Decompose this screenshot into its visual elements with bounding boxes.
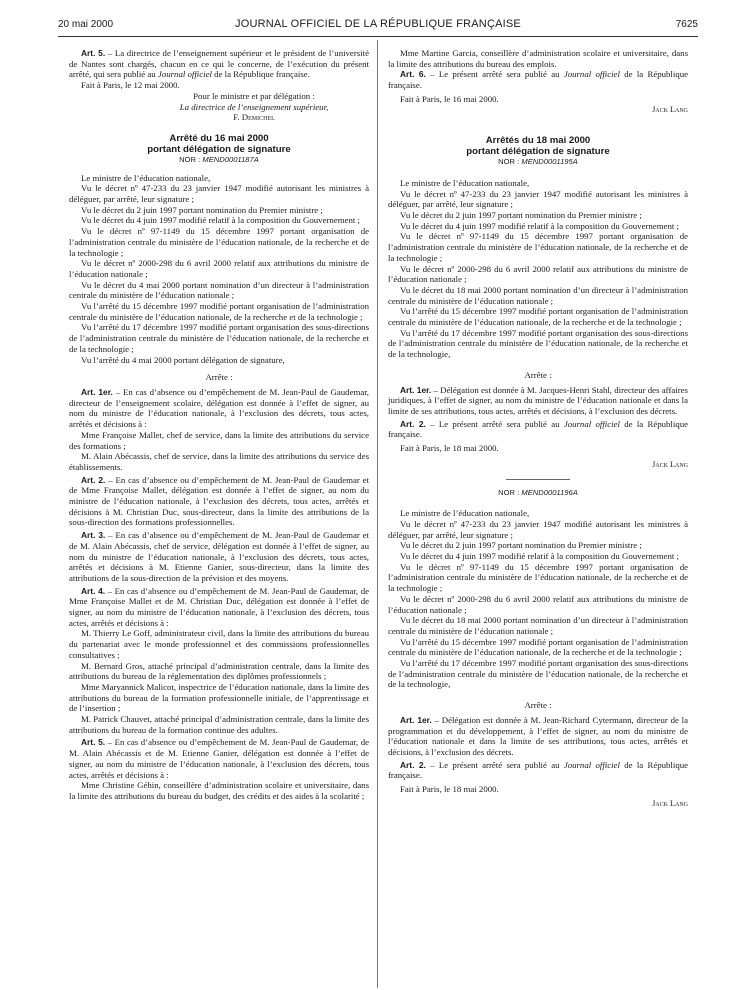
signatory-title: La directrice de l’enseignement supérieur, xyxy=(179,101,329,112)
vu-line: Vu l’arrêté du 17 décembre 1997 modifié portant organisation des sous-directions de l’administration centrale du ministère de l’éducation nationale, de la recherche et de la technologie, xyxy=(388,327,688,360)
vu-line: Vu l’arrêté du 17 décembre 1997 modifié portant organisation des sous-directions de l’administration centrale du ministère de l’éducation nationale, de la recherche et de la technologie, xyxy=(388,658,688,690)
article-label: Art. 3. xyxy=(81,530,106,541)
nor-reference: NOR : MEND0001196A xyxy=(498,487,578,497)
journal-officiel-ref: Journal officiel xyxy=(563,69,620,80)
article-text: – Le présent arrêté sera publié au xyxy=(430,69,560,80)
delegation-line: Pour le ministre et par délégation : xyxy=(193,90,315,101)
delegate-line: M. Alain Abécassis, chef de service, dans la limite des attributions du service des établissements. xyxy=(69,451,369,472)
article-1 xyxy=(388,715,688,758)
fait-a-paris: Fait à Paris, le 16 mai 2000. xyxy=(400,93,499,104)
vu-line: Vu le décret nº 2000-298 du 6 avril 2000 relatif aux attributions du ministre de l’éducation nationale ; xyxy=(388,593,688,615)
arretes-subtitle: portant délégation de signature xyxy=(466,146,610,158)
article-text: – En cas d’absence ou d’empêchement de M. Jean-Paul de Gaudemar, directeur de l’enseignement scolaire, délégation est donnée à l’effet de signer, au nom du ministre de l’éducation nationale, à l’exclusion des décrets, tous actes, arrêtés et décisions à : xyxy=(69,386,370,430)
vu-line: Le ministre de l’éducation nationale, xyxy=(81,172,211,183)
nor-reference: NOR : MEND0001187A xyxy=(179,154,259,164)
fait-a-paris: Fait à Paris, le 18 mai 2000. xyxy=(400,784,499,795)
vu-line: Vu le décret nº 97-1149 du 15 décembre 1997 portant organisation de l’administration centrale du ministère de l’éducation nationale, de la recherche et de la technologie ; xyxy=(388,561,688,594)
article-4 xyxy=(69,586,369,629)
article-1 xyxy=(69,387,369,430)
article-2 xyxy=(388,760,688,781)
journal-officiel-ref: Journal officiel xyxy=(563,418,620,429)
article-text: – Délégation est donnée à M. Jean-Richard Cytermann, directeur de la programmation et du développement, à l’effet de signer, au nom du ministre de l’éducation nationale et dans la limite de ses attributions, tous actes, arrêtés et décisions, à l’exclusion des décrets. xyxy=(388,714,688,757)
article-paragraph xyxy=(69,48,369,80)
minister-signature: Jack Lang xyxy=(652,104,688,114)
article-label: Art. 2. xyxy=(400,418,426,429)
article-text-end: de la République française. xyxy=(388,759,689,781)
page-header xyxy=(58,17,698,35)
article-5 xyxy=(69,737,369,780)
article-text: – En cas d’absence ou d’empêchement de M. Jean-Paul de Gaudemar, de Mme Françoise Mallet et de M. Christian Duc, délégation est donnée à l’effet de signer, au nom du ministre de l’éducation nationale, à l’exclusion des décrets, tous actes, arrêtés et décisions à : xyxy=(69,585,369,628)
vu-line: Vu le décret nº 47-233 du 23 janvier 1947 modifié autorisant les ministres à déléguer, par arrêté, leur signature ; xyxy=(388,518,688,540)
article-text: – Le présent arrêté sera publié au xyxy=(430,759,560,770)
vu-line: Vu le décret du 2 juin 1997 portant nomination du Premier ministre ; xyxy=(400,540,642,551)
article-text: – Le présent arrêté sera publié au xyxy=(430,418,560,429)
vu-line: Vu le décret du 4 juin 1997 modifié relatif à la composition du Gouvernement ; xyxy=(400,220,679,231)
delegate-line: M. Patrick Chauvet, attaché principal d’administration centrale, dans la limite des attributions du bureau de la formation continue des adultes. xyxy=(69,714,369,735)
article-text-end: de la République française. xyxy=(214,69,310,80)
article-text-end: de la République française. xyxy=(388,418,689,440)
article-label: Art. 1er. xyxy=(81,386,113,397)
article-2 xyxy=(69,475,369,529)
left-column xyxy=(69,48,369,802)
arretes-title: Arrêtés du 18 mai 2000 xyxy=(485,135,591,147)
arrete-label: Arrête : xyxy=(205,372,233,383)
journal-title: JOURNAL OFFICIEL DE LA RÉPUBLIQUE FRANÇAISE xyxy=(235,18,521,30)
journal-officiel-ref: Journal officiel xyxy=(157,69,212,80)
vu-line: Vu le décret du 4 mai 2000 portant nomination d’un directeur à l’administration centrale du ministère de l’éducation nationale ; xyxy=(69,279,369,301)
vu-line: Vu le décret du 4 juin 1997 modifié relatif à la composition du Gouvernement ; xyxy=(400,551,679,562)
article-label: Art. 4. xyxy=(81,585,106,596)
article-3 xyxy=(69,530,369,584)
article-label: Art. 2. xyxy=(81,474,106,485)
header-rule xyxy=(58,36,698,37)
article-2 xyxy=(388,419,688,440)
vu-line: Vu l’arrêté du 17 décembre 1997 modifié portant organisation des sous-directions de l’administration centrale du ministère de l’éducation nationale, de la recherche et de la technologie ; xyxy=(69,322,369,354)
vu-line: Vu le décret nº 2000-298 du 6 avril 2000 relatif aux attributions du ministre de l’éducation nationale ; xyxy=(388,263,688,285)
vu-line: Vu le décret du 2 juin 1997 portant nomination du Premier ministre ; xyxy=(400,210,642,221)
signatory-name: F. Demichel xyxy=(233,112,275,123)
article-label: Art. 5. xyxy=(81,737,106,748)
article-text: – Délégation est donnée à M. Jacques-Henri Stahl, directeur des affaires juridiques, à l’effet de signer, au nom du ministre de l’éducation nationale et dans la limite de ses attributions, tous actes, arrêtés et décisions, à l’exclusion des décrets. xyxy=(388,384,688,416)
nor-code: MEND0001187A xyxy=(202,154,259,164)
article-label: Art. 2. xyxy=(400,759,426,770)
article-label: Art. 5. xyxy=(81,48,106,58)
right-column xyxy=(388,48,688,809)
vu-line: Vu l’arrêté du 15 décembre 1997 modifié portant organisation de l’administration centrale du ministère de l’éducation nationale, de la recherche et de la technologie ; xyxy=(388,306,688,328)
article-text-end: de la République française. xyxy=(388,69,689,91)
article-label: Art. 1er. xyxy=(400,714,432,725)
column-divider xyxy=(377,40,378,988)
delegate-line: Mme Maryannick Malicot, inspectrice de l’éducation nationale, dans la limite des attributions du bureau de la formation professionnelle initiale, de l’apprentissage et de l’insertion ; xyxy=(69,681,369,714)
vu-line: Vu le décret nº 97-1149 du 15 décembre 1997 portant organisation de l’administration centrale du ministère de l’éducation nationale, de la recherche et de la technologie ; xyxy=(69,226,369,258)
vu-line: Vu le décret du 18 mai 2000 portant nomination d’un directeur à l’administration centrale du ministère de l’éducation nationale ; xyxy=(388,615,688,636)
vu-line: Vu le décret du 4 juin 1997 modifié relatif à la composition du Gouvernement ; xyxy=(81,215,360,226)
vu-line: Vu l’arrêté du 15 décembre 1997 modifié portant organisation de l’administration centrale du ministère de l’éducation nationale, de la recherche et de la technologie ; xyxy=(388,636,688,658)
vu-line: Vu le décret nº 97-1149 du 15 décembre 1997 portant organisation de l’administration centrale du ministère de l’éducation nationale, de la recherche et de la technologie ; xyxy=(388,231,688,263)
delegate-line: Mme Martine Garcia, conseillère d’administration scolaire et universitaire, dans la limite des attributions du bureau des emplois. xyxy=(388,48,688,69)
delegate-line: Mme Christine Géhin, conseillère d’administration scolaire et universitaire, dans la limite des attributions du bureau du budget, des crédits et des aides à la scolarité ; xyxy=(69,780,369,801)
article-1 xyxy=(388,385,688,417)
vu-line: Vu le décret nº 47-233 du 23 janvier 1947 modifié autorisant les ministres à déléguer, par arrêté, leur signature ; xyxy=(69,183,369,205)
page-number: 7625 xyxy=(675,19,698,30)
article-label: Art. 1er. xyxy=(400,384,432,395)
fait-a-paris: Fait à Paris, le 12 mai 2000. xyxy=(81,80,180,91)
article-6 xyxy=(388,69,688,90)
vu-line: Vu l’arrêté du 4 mai 2000 portant délégation de signature, xyxy=(81,354,285,365)
delegate-line: M. Thierry Le Goff, administrateur civil, dans la limite des attributions du bureau du partenariat avec le monde professionnel et des commissions professionnelles consultatives ; xyxy=(69,628,369,660)
fait-a-paris: Fait à Paris, le 18 mai 2000. xyxy=(400,443,499,454)
arrete-title: Arrêté du 16 mai 2000 xyxy=(169,132,269,144)
vu-line: Le ministre de l’éducation nationale, xyxy=(400,177,530,188)
arrete-subtitle: portant délégation de signature xyxy=(147,143,291,155)
nor-code: MEND0001196A xyxy=(521,487,578,497)
article-text: – En cas d’absence ou d’empêchement de M. Jean-Paul de Gaudemar et de M. Alain Abécassis, chef de service, délégation est donnée à l’effet de signer, au nom du ministre de l’éducation nationale, à l’exclusion des décrets, tous actes, arrêtés et décisions à M. Etienne Ganier, sous-directeur, dans la limite des attributions de la sous-direction de la prévision et des moyens. xyxy=(69,530,369,583)
nor-reference: NOR : MEND0001195A xyxy=(498,157,578,167)
minister-signature: Jack Lang xyxy=(652,459,688,469)
vu-line: Vu l’arrêté du 15 décembre 1997 modifié portant organisation de l’administration centrale du ministère de l’éducation nationale, de la recherche et de la technologie ; xyxy=(69,301,369,322)
vu-line: Vu le décret du 18 mai 2000 portant nomination d’un directeur à l’administration centrale du ministère de l’éducation nationale ; xyxy=(388,284,688,306)
vu-line: Vu le décret du 2 juin 1997 portant nomination du Premier ministre ; xyxy=(81,204,323,215)
section-separator xyxy=(506,479,570,480)
delegate-line: Mme Françoise Mallet, chef de service, dans la limite des attributions du service des formations ; xyxy=(69,429,369,451)
vu-line: Vu le décret nº 47-233 du 23 janvier 1947 modifié autorisant les ministres à déléguer, par arrêté, leur signature ; xyxy=(388,188,688,210)
journal-officiel-ref: Journal officiel xyxy=(563,759,620,770)
article-label: Art. 6. xyxy=(400,69,426,80)
arrete-label: Arrête : xyxy=(524,369,552,380)
article-text: – En cas d’absence ou d’empêchement de M. Jean-Paul de Gaudemar et de Mme Françoise Mallet, délégation est donnée à l’effet de signer, au nom du ministre de l’éducation nationale, à l’exclusion des décrets, tous actes, arrêtés et décisions à M. Christian Duc, sous-directeur, dans la limite des attributions de la sous-direction des formations professionnelles. xyxy=(69,474,369,528)
vu-line: Le ministre de l’éducation nationale, xyxy=(400,508,530,519)
delegate-line: M. Bernard Gros, attaché principal d’administration centrale, dans la limite des attributions du bureau de la réglementation des diplômes professionnels ; xyxy=(69,660,369,682)
header-date: 20 mai 2000 xyxy=(58,19,114,30)
vu-line: Vu le décret nº 2000-298 du 6 avril 2000 relatif aux attributions du ministre de l’éducation nationale ; xyxy=(69,258,369,279)
article-text: – La directrice de l’enseignement supérieur et le président de l’université de Nantes sont chargés, chacun en ce qui le concerne, de l’exécution du présent arrêté, qui sera publié au xyxy=(69,48,369,80)
article-text: – En cas d’absence ou d’empêchement de M. Jean-Paul de Gaudemar, de M. Alain Abécassis et de M. Etienne Ganier, délégation est donnée à l’effet de signer, au nom du ministre de l’éducation nationale, à l’exclusion des décrets, tous actes, arrêtés et décisions à : xyxy=(69,737,369,780)
arrete-label: Arrête : xyxy=(524,700,552,711)
minister-signature: Jack Lang xyxy=(652,798,688,808)
nor-code: MEND0001195A xyxy=(521,157,578,167)
